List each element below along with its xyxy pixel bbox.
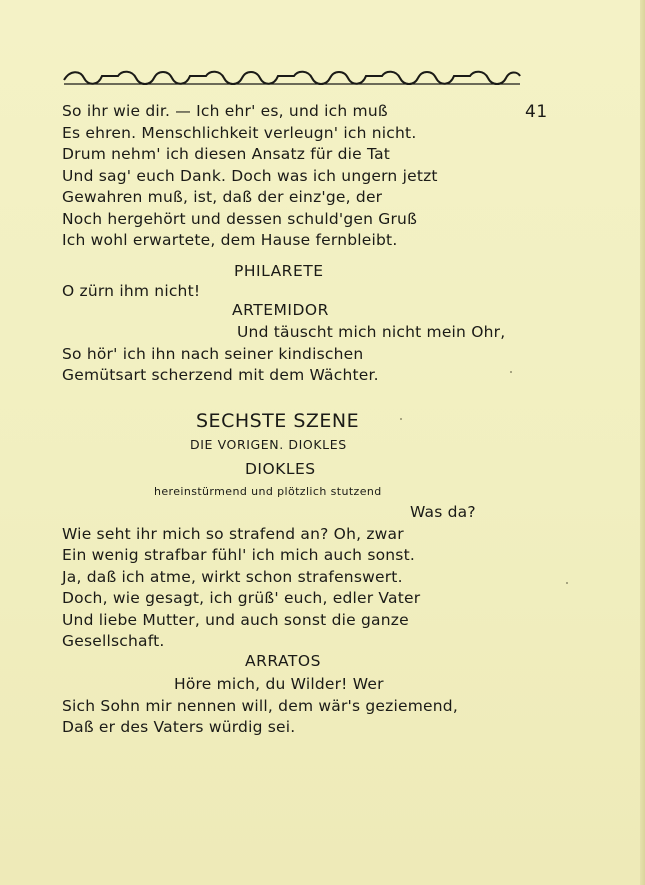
verse-line: Ein wenig strafbar fühl' ich mich auch sonst. bbox=[62, 546, 415, 564]
scene-subtitle: DIE VORIGEN. DIOKLES bbox=[190, 437, 347, 452]
verse-block-4 bbox=[62, 674, 458, 739]
verse-line: Und liebe Mutter, und auch sonst die ganze bbox=[62, 610, 409, 629]
page-edge bbox=[640, 0, 645, 885]
verse-line: Gewahren muß, ist, daß der einz'ge, der bbox=[62, 188, 383, 206]
paper-speck bbox=[400, 418, 402, 420]
stage-direction: hereinstürmend und plötzlich stutzend bbox=[154, 485, 382, 498]
decorative-border-ornament bbox=[62, 68, 522, 88]
paper-speck bbox=[566, 582, 568, 584]
verse-line: Ja, daß ich atme, wirkt schon strafenswert. bbox=[62, 567, 403, 586]
scene-title: SECHSTE SZENE bbox=[196, 410, 360, 432]
verse-line: Doch, wie gesagt, ich grüß' euch, edler Vater bbox=[62, 589, 421, 607]
speaker-philarete: PHILARETE bbox=[234, 262, 324, 280]
verse-block-1 bbox=[62, 101, 438, 252]
page-number: 41 bbox=[525, 102, 548, 122]
verse-line-philarete bbox=[62, 281, 200, 303]
verse-line: Es ehren. Menschlichkeit verleugn' ich nicht. bbox=[62, 123, 417, 142]
verse-line: Höre mich, du Wilder! Wer bbox=[174, 675, 384, 693]
verse-line: Ich wohl erwartete, dem Hause fernbleibt. bbox=[62, 231, 398, 249]
speaker-arratos: ARRATOS bbox=[245, 652, 321, 670]
verse-line: Drum nehm' ich diesen Ansatz für die Tat bbox=[62, 145, 391, 163]
verse-line: Gemütsart scherzend mit dem Wächter. bbox=[62, 366, 379, 384]
verse-line: Und sag' euch Dank. Doch was ich ungern jetzt bbox=[62, 166, 438, 185]
verse-line: Noch hergehört und dessen schuld'gen Gruß bbox=[62, 209, 418, 228]
verse-block-2 bbox=[62, 322, 505, 387]
verse-line: So hör' ich ihn nach seiner kindischen bbox=[62, 344, 364, 363]
verse-line: Sich Sohn mir nennen will, dem wär's geziemend, bbox=[62, 696, 458, 715]
verse-line: Was da? bbox=[410, 503, 476, 521]
verse-line: Gesellschaft. bbox=[62, 632, 165, 650]
speaker-diokles: DIOKLES bbox=[245, 460, 316, 478]
paper-speck bbox=[510, 371, 512, 373]
verse-block-3 bbox=[62, 502, 476, 653]
verse-line: O zürn ihm nicht! bbox=[62, 282, 201, 300]
verse-line: Und täuscht mich nicht mein Ohr, bbox=[237, 323, 506, 341]
speaker-artemidor: ARTEMIDOR bbox=[232, 301, 329, 319]
verse-line: So ihr wie dir. — Ich ehr' es, und ich muß bbox=[62, 102, 388, 120]
verse-line: Wie seht ihr mich so strafend an? Oh, zwar bbox=[62, 524, 404, 543]
verse-line: Daß er des Vaters würdig sei. bbox=[62, 718, 296, 736]
